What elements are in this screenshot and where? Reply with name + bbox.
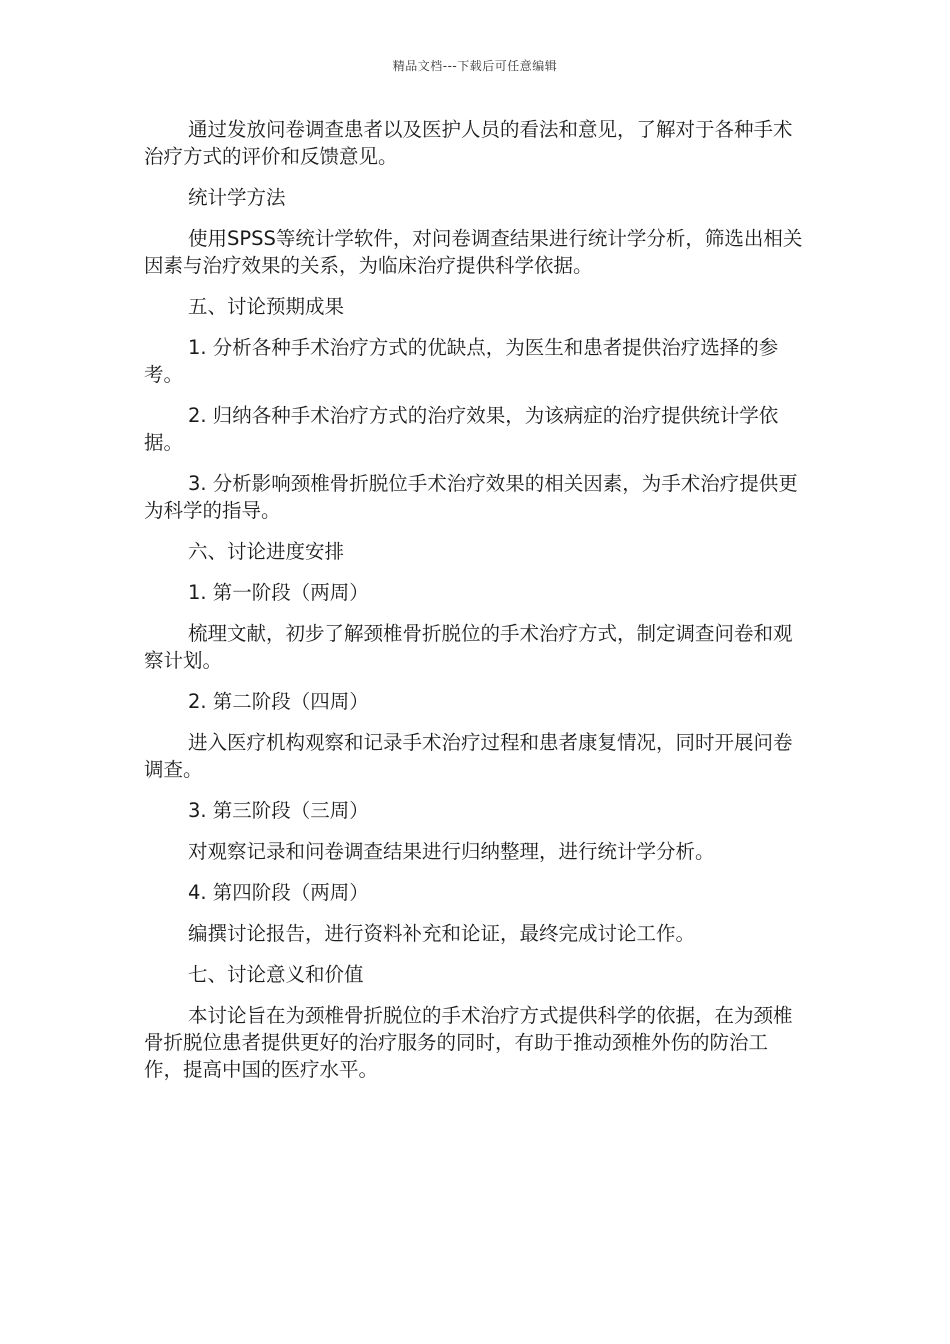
heading-expected-results: 五、讨论预期成果 (188, 295, 345, 318)
schedule-stage-3-text: 对观察记录和问卷调查结果进行归纳整理，进行统计学分析。 (188, 840, 715, 863)
schedule-stage-2-title: 2. 第二阶段（四周） (188, 690, 369, 713)
page-header: 精品文档---下载后可任意编辑 (392, 59, 558, 73)
list-item-result-2: 2. 归纳各种手术治疗方式的治疗效果，为该病症的治疗提供统计学依据。 (144, 404, 779, 454)
schedule-stage-4-title: 4. 第四阶段（两周） (188, 881, 369, 904)
paragraph-statistics: 使用SPSS等统计学软件，对问卷调查结果进行统计学分析，筛选出相关因素与治疗效果的关系，为临床治疗提供科学依据。 (144, 227, 803, 277)
schedule-stage-2-text: 进入医疗机构观察和记录手术治疗过程和患者康复情况，同时开展问卷调查。 (144, 731, 793, 781)
list-item-result-1: 1. 分析各种手术治疗方式的优缺点，为医生和患者提供治疗选择的参考。 (144, 336, 779, 386)
heading-significance: 七、讨论意义和价值 (188, 963, 364, 986)
schedule-stage-1-title: 1. 第一阶段（两周） (188, 581, 369, 604)
heading-statistics-method: 统计学方法 (188, 186, 286, 209)
schedule-stage-1-text: 梳理文献，初步了解颈椎骨折脱位的手术治疗方式，制定调查问卷和观察计划。 (144, 622, 793, 672)
document-body (144, 116, 806, 1097)
schedule-stage-4-text: 编撰讨论报告，进行资料补充和论证，最终完成讨论工作。 (188, 922, 696, 945)
paragraph-significance: 本讨论旨在为颈椎骨折脱位的手术治疗方式提供科学的依据，在为颈椎骨折脱位患者提供更好的治疗服务的同时，有助于推动颈椎外伤的防治工作，提高中国的医疗水平。 (144, 1004, 793, 1081)
paragraph-survey-method: 通过发放问卷调查患者以及医护人员的看法和意见，了解对于各种手术治疗方式的评价和反馈意见。 (144, 118, 793, 168)
list-item-result-3: 3. 分析影响颈椎骨折脱位手术治疗效果的相关因素，为手术治疗提供更为科学的指导。 (144, 472, 798, 522)
heading-schedule: 六、讨论进度安排 (188, 540, 345, 563)
schedule-stage-3-title: 3. 第三阶段（三周） (188, 799, 369, 822)
